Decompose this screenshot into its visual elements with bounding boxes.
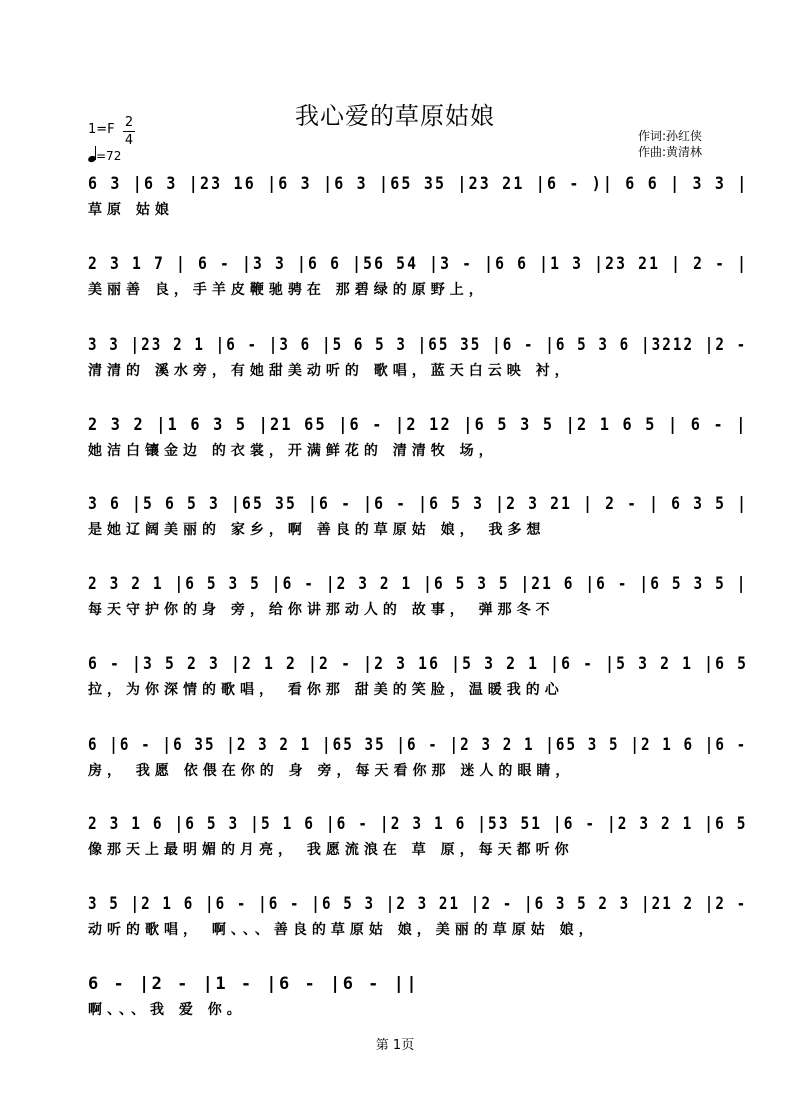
time-signature-bottom: 4 [124,133,134,148]
tempo-marking [88,146,121,163]
notation-line: 6 - |3 5 2 3 |2 1 2 |2 - |2 3 16 |5 3 2 1 |6 - |5 3 2 1 |6 5 [88,654,749,674]
time-signature-top: 2 [124,115,134,130]
score-line-10 [88,892,748,952]
lyric-line: 拉，为你深情的歌唱， 看你那 甜美的笑脸，温暖我的心 [88,682,564,698]
page-number: 第 1页 [375,1038,415,1053]
score-line-6 [88,572,748,632]
composer-credit: 作曲:黄清林 [638,145,703,159]
notation-line: 2 3 2 1 |6 5 3 5 |6 - |2 3 2 1 |6 5 3 5 |21 6 |6 - |6 5 3 5 | [88,574,748,594]
credits [638,128,702,160]
lyric-line: 动听的歌唱， 啊、、、善良的草原姑 娘，美丽的草原姑 娘， [88,922,598,938]
lyric-line: 清清的 溪水旁，有她甜美动听的 歌唱，蓝天白云映 衬， [88,363,574,379]
notation-line: 6 - |2 - |1 - |6 - |6 - || [88,974,420,994]
time-signature [123,114,135,149]
notation-line: 6 3 |6 3 |23 16 |6 3 |6 3 |65 35 |23 21 |6 - )| 6 6 | 3 3 | [88,174,749,194]
lyric-line: 房， 我愿 依偎在你的 身 旁，每天看你那 迷人的眼睛， [88,763,575,779]
lyric-line: 像那天上最明媚的月亮， 我愿流浪在 草 原，每天都听你 [88,842,574,858]
notation-line: 2 3 2 |1 6 3 5 |21 65 |6 - |2 12 |6 5 3 5 |2 1 6 5 | 6 - | [88,415,748,435]
score-line-2 [88,252,748,312]
lyric-line: 她洁白镶金边 的衣裳，开满鲜花的 清清牧 场， [88,443,498,459]
lyric-line: 每天守护你的身 旁，给你讲那动人的 故事， 弹那冬不 [88,602,555,618]
notation-line: 3 6 |5 6 5 3 |65 35 |6 - |6 - |6 5 3 |2 3 21 | 2 - | 6 3 5 | [88,494,749,514]
score-line-7 [88,652,748,712]
score-line-5 [88,492,748,552]
score-line-1 [88,172,748,232]
score-line-8 [88,733,748,793]
score-line-4 [88,413,748,473]
score-line-3 [88,333,748,393]
lyricist-credit: 作词:孙红侠 [638,129,703,143]
key-signature: 1=F [88,122,115,137]
song-title: 我心爱的草原姑娘 [295,102,495,130]
lyric-line: 草原 姑娘 [88,202,174,218]
notation-line: 6 |6 - |6 35 |2 3 2 1 |65 35 |6 - |2 3 2 1 |65 3 5 |2 1 6 |6 - [88,735,748,755]
lyric-line: 美丽善 良，手羊皮鞭驰骋在 那碧绿的原野上， [88,282,488,298]
score-line-9 [88,812,748,872]
tempo-value: =72 [96,149,122,163]
score-line-11 [88,972,748,1032]
notation-line: 3 3 |23 2 1 |6 - |3 6 |5 6 5 3 |65 35 |6 - |6 5 3 6 |3212 |2 - [88,335,748,355]
lyric-line: 啊、、、我 爱 你。 [88,1002,246,1018]
lyric-line: 是她辽阔美丽的 家乡，啊 善良的草原姑 娘， 我多想 [88,522,546,538]
notation-line: 2 3 1 6 |6 5 3 |5 1 6 |6 - |2 3 1 6 |53 51 |6 - |2 3 2 1 |6 5 [88,814,748,834]
notation-line: 3 5 |2 1 6 |6 - |6 - |6 5 3 |2 3 21 |2 - |6 3 5 2 3 |21 2 |2 - [88,894,748,914]
notation-line: 2 3 1 7 | 6 - |3 3 |6 6 |56 54 |3 - |6 6 |1 3 |23 21 | 2 - | [88,254,749,274]
